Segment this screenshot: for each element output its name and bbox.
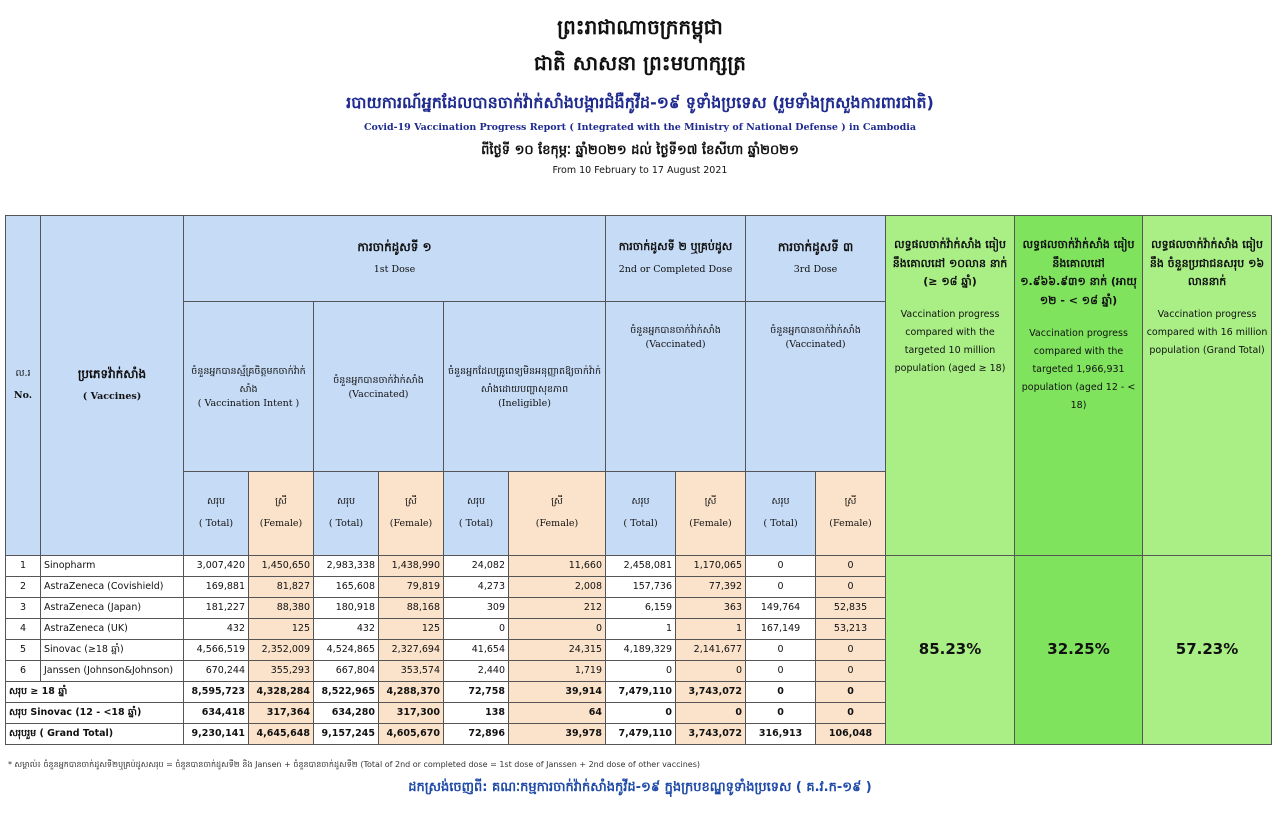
row-label: សរុប Sinovac (12 - <18 ឆ្នាំ) [6,703,184,724]
total-count: 4,524,865 [314,640,379,661]
total-kh: សរុប [466,496,486,508]
dose1-kh: ការចាក់ដូសទី ១ [357,239,432,254]
female-header [676,472,746,556]
vaccinated1-header [314,302,444,472]
progress2-kh: លទ្ធផលចាក់វ៉ាក់សាំង ធៀបនឹងគោលដៅ ១.៩៦៦.៩៣១ នាក់ (អាយុ ១២ - < ១៨ ឆ្នាំ) [1020,238,1137,308]
total-count: 4,273 [444,577,509,598]
total-count: 3,007,420 [184,556,249,577]
intent-kh: ចំនួនអ្នកបានស្ម័គ្រចិត្តមកចាក់វ៉ាក់សាំង [191,365,306,396]
dose3-header [746,216,886,302]
total-count: 634,280 [314,703,379,724]
row-label: សរុបរួម ( Grand Total) [6,724,184,745]
kingdom-title: ព្រះរាជាណាចក្រកម្ពុជា [557,15,723,39]
female-en: (Female) [829,517,872,529]
vaccinated2-en: (Vaccinated) [645,339,706,351]
total-count: 0 [746,703,816,724]
ineligible-en: (Ineligible) [498,398,551,410]
total-count: 432 [184,619,249,640]
row-number: 4 [6,619,41,640]
total-count: 24,082 [444,556,509,577]
female-count: 0 [676,703,746,724]
total-count: 0 [746,577,816,598]
vaccine-name: Sinopharm [41,556,184,577]
total-count: 0 [746,640,816,661]
vaccine-name: Sinovac (≥18 ឆ្នាំ) [41,640,184,661]
progress-percentage: 32.25% [1015,556,1143,745]
col-vaccine-en: ( Vaccines) [82,391,142,403]
female-count: 4,645,648 [249,724,314,745]
row-label: សរុប ≥ 18 ឆ្នាំ [6,682,184,703]
intent-en: ( Vaccination Intent ) [197,398,300,410]
total-header [444,472,509,556]
female-count: 353,574 [379,661,444,682]
dose1-en: 1st Dose [373,264,416,276]
vaccine-name: AstraZeneca (Japan) [41,598,184,619]
total-header [746,472,816,556]
total-count: 180,918 [314,598,379,619]
female-count: 1,450,650 [249,556,314,577]
female-count: 39,914 [509,682,606,703]
female-count: 64 [509,703,606,724]
total-count: 4,189,329 [606,640,676,661]
vaccinated3-header [746,302,886,472]
vaccine-name: AstraZeneca (UK) [41,619,184,640]
female-count: 1 [676,619,746,640]
total-count: 2,440 [444,661,509,682]
total-count: 634,418 [184,703,249,724]
female-kh: ស្រី [551,496,563,508]
female-count: 1,170,065 [676,556,746,577]
col-no-kh: ល.រ [15,368,31,380]
female-count: 81,827 [249,577,314,598]
female-en: (Female) [535,517,579,529]
total-count: 0 [606,703,676,724]
female-en: (Female) [259,517,303,529]
date-range-en: From 10 February to 17 August 2021 [552,165,728,176]
female-count: 3,743,072 [676,724,746,745]
total-kh: សរុប [631,496,650,508]
female-count: 0 [816,640,886,661]
vaccinated3-kh: ចំនួនអ្នកបានចាក់វ៉ាក់សាំង [770,325,861,336]
total-count: 0 [746,661,816,682]
total-count: 4,566,519 [184,640,249,661]
row-number: 3 [6,598,41,619]
vaccinated1-en: (Vaccinated) [348,389,409,401]
total-count: 7,479,110 [606,724,676,745]
col-vaccine-kh: ប្រភេទវ៉ាក់សាំង [77,366,147,381]
table-row [6,556,1272,577]
vaccination-table [5,215,1272,745]
row-number: 1 [6,556,41,577]
national-motto: ជាតិ សាសនា ព្រះមហាក្សត្រ [534,51,746,75]
total-count: 0 [746,682,816,703]
total-count: 670,244 [184,661,249,682]
total-count: 309 [444,598,509,619]
female-count: 1,719 [509,661,606,682]
progress2-en: Vaccination progress compared with the targeted 1,966,931 population (aged 12 - < 18) [1021,327,1136,411]
female-count: 4,605,670 [379,724,444,745]
dose3-en: 3rd Dose [793,264,838,276]
total-count: 165,608 [314,577,379,598]
female-count: 0 [509,619,606,640]
female-count: 88,168 [379,598,444,619]
report-title-kh: របាយការណ៍អ្នកដែលបានចាក់វ៉ាក់សាំងបង្ការជំងឺកូវីដ-១៩ ទូទាំងប្រទេស (រួមទាំងក្រសួងការពារជាតិ) [346,93,934,112]
female-count: 355,293 [249,661,314,682]
progress-percentage: 57.23% [1143,556,1272,745]
dose1-header [184,216,606,302]
total-count: 181,227 [184,598,249,619]
progress3-header [1143,216,1272,556]
total-count: 2,458,081 [606,556,676,577]
progress2-header [1015,216,1143,556]
total-header [606,472,676,556]
total-count: 9,157,245 [314,724,379,745]
female-count: 53,213 [816,619,886,640]
total-en: ( Total) [623,517,658,529]
progress3-en: Vaccination progress compared with 16 million population (Grand Total) [1146,309,1268,357]
total-count: 167,149 [746,619,816,640]
female-count: 11,660 [509,556,606,577]
female-count: 2,141,677 [676,640,746,661]
date-range-kh: ពីថ្ងៃទី ១០ ខែកុម្ភៈ ឆ្នាំ២០២១ ដល់ ថ្ងៃទី១៧ ខែសីហា ឆ្នាំ២០២១ [481,143,799,158]
total-count: 8,522,965 [314,682,379,703]
female-count: 0 [816,577,886,598]
row-number: 2 [6,577,41,598]
row-number: 6 [6,661,41,682]
female-count: 2,327,694 [379,640,444,661]
female-en: (Female) [389,517,433,529]
female-count: 0 [816,556,886,577]
progress3-kh: លទ្ធផលចាក់វ៉ាក់សាំង ធៀបនឹង ចំនួនប្រជាជនសរុប ១៦ លាននាក់ [1149,238,1265,289]
total-count: 667,804 [314,661,379,682]
total-count: 9,230,141 [184,724,249,745]
progress1-header [886,216,1015,556]
row-number: 5 [6,640,41,661]
dose3-kh: ការចាក់ដូសទី ៣ [777,239,854,254]
dose2-kh: ការចាក់ដូសទី ២ ឬគ្រប់ដូស [618,240,733,254]
col-no-header [6,216,41,556]
female-count: 4,288,370 [379,682,444,703]
total-count: 157,736 [606,577,676,598]
female-count: 363 [676,598,746,619]
progress-percentage: 85.23% [886,556,1015,745]
total-header [314,472,379,556]
vaccine-name: AstraZeneca (Covishield) [41,577,184,598]
total-count: 6,159 [606,598,676,619]
ineligible-header [444,302,606,472]
female-header [509,472,606,556]
total-count: 169,881 [184,577,249,598]
total-count: 7,479,110 [606,682,676,703]
female-header [816,472,886,556]
vaccinated2-header [606,302,746,472]
total-count: 316,913 [746,724,816,745]
female-kh: ស្រី [704,496,717,508]
total-count: 149,764 [746,598,816,619]
report-title-en: Covid-19 Vaccination Progress Report ( Integrated with the Ministry of National Defense ) in Cambodia [363,122,917,133]
total-count: 1 [606,619,676,640]
female-count: 0 [816,703,886,724]
female-count: 52,835 [816,598,886,619]
dose2-en: 2nd or Completed Dose [618,263,733,275]
total-count: 8,595,723 [184,682,249,703]
female-count: 79,819 [379,577,444,598]
female-count: 2,352,009 [249,640,314,661]
female-kh: ស្រី [844,496,857,508]
total-kh: សរុប [771,496,790,508]
female-count: 317,364 [249,703,314,724]
female-count: 317,300 [379,703,444,724]
vaccinated1-kh: ចំនួនអ្នកបានចាក់វ៉ាក់សាំង [333,375,424,387]
footnote: * សម្គាល់៖ ចំនួនអ្នកបានចាក់ដូសទី២ឬគ្រប់ដូសសរុប = ចំនួនបានចាក់ដូសទី២ និង Jansen + ចំនួនបានចាក់ដូសទី២ (Total of 2nd or completed dose = 1st dose of Janssen + 2nd dose of other vaccines) [8,760,700,769]
female-count: 0 [676,661,746,682]
female-count: 0 [816,661,886,682]
female-en: (Female) [689,517,732,529]
total-kh: សរុប [206,496,226,508]
vaccinated3-en: (Vaccinated) [785,339,846,351]
progress1-en: Vaccination progress compared with the targeted 10 million population (aged ≥ 18) [894,309,1006,375]
total-count: 72,758 [444,682,509,703]
female-header [379,472,444,556]
total-kh: សរុប [336,496,356,508]
female-count: 106,048 [816,724,886,745]
total-count: 0 [444,619,509,640]
ineligible-kh: ចំនួនអ្នកដែលគ្រូពេទ្យមិនអនុញ្ញាតឱ្យចាក់វ៉ាក់សាំងដោយបញ្ហាសុខភាព [447,365,602,396]
vaccinated2-kh: ចំនួនអ្នកបានចាក់វ៉ាក់សាំង [630,325,721,336]
female-kh: ស្រី [405,496,417,508]
female-count: 3,743,072 [676,682,746,703]
female-count: 125 [249,619,314,640]
total-en: ( Total) [458,517,494,529]
female-count: 125 [379,619,444,640]
female-count: 88,380 [249,598,314,619]
total-en: ( Total) [198,517,234,529]
female-count: 212 [509,598,606,619]
female-count: 2,008 [509,577,606,598]
vaccine-name: Janssen (Johnson&Johnson) [41,661,184,682]
female-count: 0 [816,682,886,703]
total-en: ( Total) [763,517,798,529]
total-count: 2,983,338 [314,556,379,577]
total-count: 0 [606,661,676,682]
dose2-header [606,216,746,302]
source-line: ដកស្រង់ចេញពី: គណៈកម្មការចាក់វ៉ាក់សាំងកូវីដ-១៩ ក្នុងក្របខណ្ឌទូទាំងប្រទេស ( គ.វ.ក-១៩ ) [408,780,872,795]
female-header [249,472,314,556]
progress1-kh: លទ្ធផលចាក់វ៉ាក់សាំង ធៀបនឹងគោលដៅ ១០លាន នាក់ (≥ ១៨ ឆ្នាំ) [892,238,1008,289]
female-count: 24,315 [509,640,606,661]
female-count: 1,438,990 [379,556,444,577]
total-count: 41,654 [444,640,509,661]
total-count: 0 [746,556,816,577]
total-count: 72,896 [444,724,509,745]
total-count: 138 [444,703,509,724]
female-count: 77,392 [676,577,746,598]
total-header [184,472,249,556]
col-vaccine-header [41,216,184,556]
total-en: ( Total) [328,517,364,529]
total-count: 432 [314,619,379,640]
col-no-en: No. [13,389,33,401]
intent-header [184,302,314,472]
female-count: 4,328,284 [249,682,314,703]
female-count: 39,978 [509,724,606,745]
female-kh: ស្រី [275,496,287,508]
